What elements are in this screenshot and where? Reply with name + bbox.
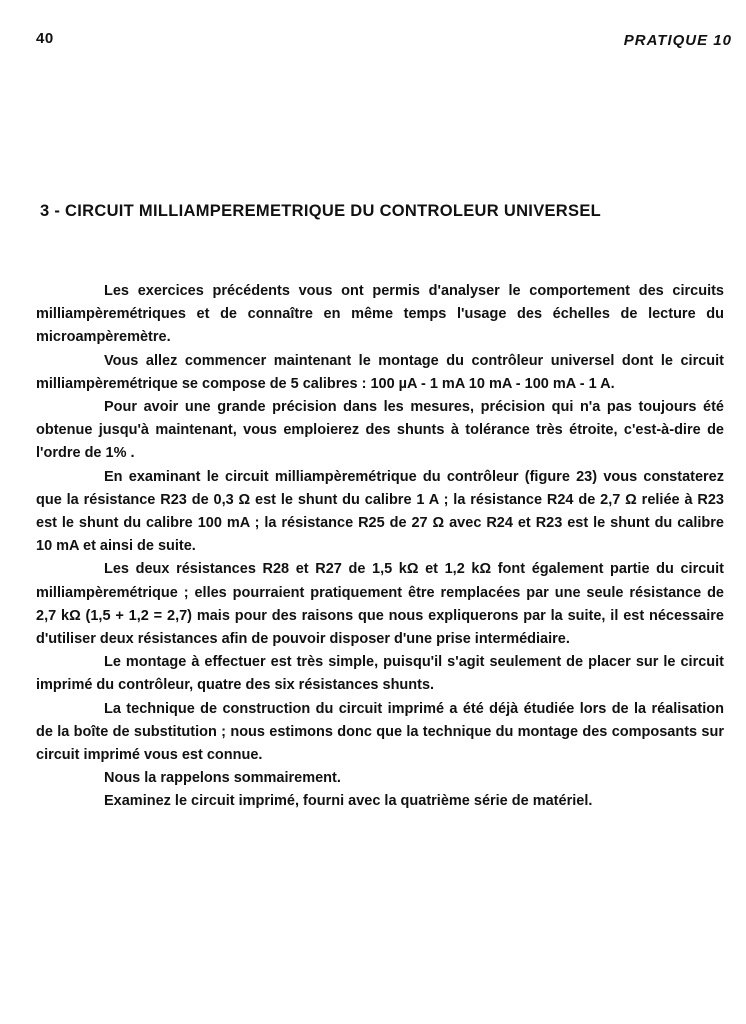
section-title: 3 - CIRCUIT MILLIAMPEREMETRIQUE DU CONTROLEUR UNIVERSEL bbox=[40, 202, 602, 220]
paragraph: Vous allez commencer maintenant le montage du contrôleur universel dont le circuit milliampèremétrique se compose de 5 calibres : 100 µA - 1 mA 10 mA - 100 mA - 1 A. bbox=[36, 352, 724, 392]
running-head: PRATIQUE 10 bbox=[623, 32, 732, 49]
paragraph: Les exercices précédents vous ont permis d'analyser le comportement des circuits milliampèremétriques et de connaître en même temps l'usage des échelles de lecture du microampèremètre. bbox=[36, 283, 724, 346]
paragraph: Les deux résistances R28 et R27 de 1,5 kΩ et 1,2 kΩ font également partie du circuit milliampèremétrique ; elles pourraient pratiquement être remplacées par une seule résistance de 2,7 kΩ (1,5 + 1,2 = 2,7) mais pour des raisons que nous expliquerons par la suite, il est nécessaire d'utiliser deux résistances afin de pouvoir disposer d'une prise intermédiaire. bbox=[36, 561, 724, 648]
paragraph: Nous la rappelons sommairement. bbox=[104, 770, 341, 787]
paragraph: En examinant le circuit milliampèremétrique du contrôleur (figure 23) vous constaterez que la résistance R23 de 0,3 Ω est le shunt du calibre 1 A ; la résistance R24 de 2,7 Ω reliée à R23 est le shunt du calibre 100 mA ; la résistance R25 de 27 Ω avec R24 et R23 est le shunt du calibre 10 mA et ainsi de suite. bbox=[36, 468, 724, 555]
paragraph: La technique de construction du circuit imprimé a été déjà étudiée lors de la réalisation de la boîte de substitution ; nous estimons donc que la technique du montage des composants sur circuit imprimé vous est connue. bbox=[36, 700, 724, 764]
paragraph: Examinez le circuit imprimé, fourni avec la quatrième série de matériel. bbox=[104, 793, 593, 810]
paragraph: Le montage à effectuer est très simple, puisqu'il s'agit seulement de placer sur le circuit imprimé du contrôleur, quatre des six résistances shunts. bbox=[36, 654, 724, 694]
page-number: 40 bbox=[36, 30, 54, 47]
body-text bbox=[36, 280, 724, 814]
paragraph: Pour avoir une grande précision dans les mesures, précision qui n'a pas toujours été obtenue jusqu'à maintenant, vous emploierez des shunts à tolérance très étroite, c'est-à-dire de l'ordre de 1% . bbox=[36, 399, 724, 462]
